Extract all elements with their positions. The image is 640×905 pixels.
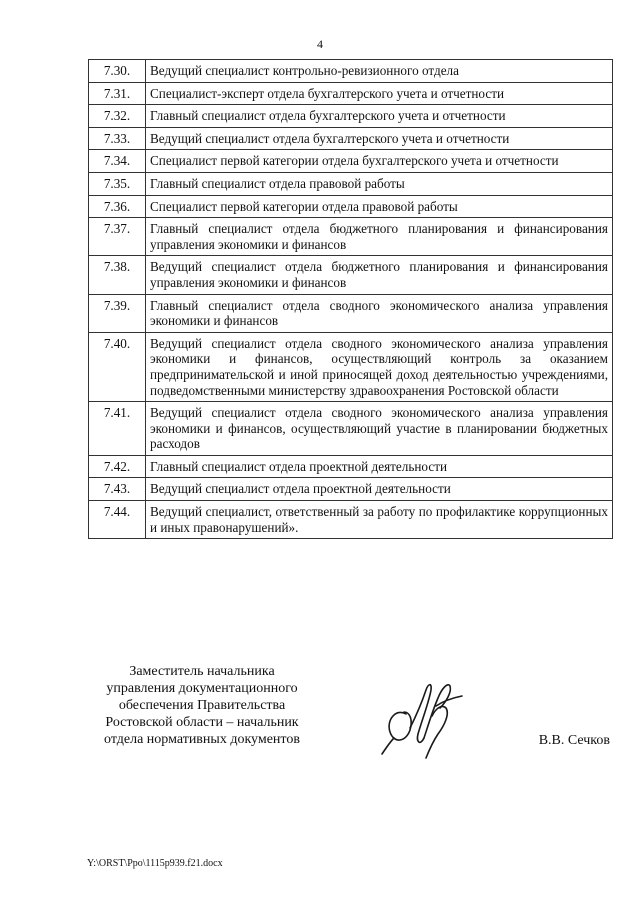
handwritten-signature [376,668,468,764]
row-number: 7.31. [89,82,146,105]
signatory-title-line: Ростовской области – начальник [105,715,299,730]
signer-name: В.В. Сечков [538,733,610,748]
row-number: 7.42. [89,455,146,478]
row-number: 7.33. [89,127,146,150]
row-text: Главный специалист отдела бухгалтерского учета и отчетности [146,105,613,128]
signatory-title-line: управления документационного [106,681,298,696]
table-row [89,402,613,456]
table-row [89,501,613,539]
row-text: Специалист первой категории отдела бухгалтерского учета и отчетности [146,150,613,173]
row-text: Главный специалист отдела проектной деятельности [146,455,613,478]
row-number: 7.37. [89,218,146,256]
table-row [89,478,613,501]
table-row [89,105,613,128]
table-row [89,455,613,478]
row-number: 7.39. [89,294,146,332]
row-text: Главный специалист отдела правовой работы [146,172,613,195]
row-number: 7.35. [89,172,146,195]
row-number: 7.36. [89,195,146,218]
signatory-title-line: Заместитель начальника [129,664,275,679]
table-row [89,60,613,83]
signatory-title-line: отдела нормативных документов [104,732,300,747]
row-text: Специалист-эксперт отдела бухгалтерского учета и отчетности [146,82,613,105]
row-text: Ведущий специалист контрольно-ревизионного отдела [146,60,613,83]
row-number: 7.41. [89,402,146,456]
row-number: 7.34. [89,150,146,173]
signatory-title-line: обеспечения Правительства [118,698,286,713]
row-number: 7.32. [89,105,146,128]
row-number: 7.43. [89,478,146,501]
row-text: Ведущий специалист, ответственный за работу по профилактике коррупционных и иных правонарушений». [146,501,613,539]
row-text: Ведущий специалист отдела проектной деятельности [146,478,613,501]
row-text: Ведущий специалист отдела сводного экономического анализа управления экономики и финансов, осуществляющий участие в планировании бюджетных расходов [146,402,613,456]
table-row [89,127,613,150]
row-text: Главный специалист отдела сводного экономического анализа управления экономики и финансов [146,294,613,332]
positions-table [88,59,613,539]
row-number: 7.40. [89,332,146,401]
table-row [89,150,613,173]
row-number: 7.38. [89,256,146,294]
table-row [89,294,613,332]
table-row [89,332,613,401]
row-text: Специалист первой категории отдела правовой работы [146,195,613,218]
row-text: Ведущий специалист отдела бухгалтерского учета и отчетности [146,127,613,150]
table-row [89,172,613,195]
row-text: Ведущий специалист отдела бюджетного планирования и финансирования управления экономики и финансов [146,256,613,294]
row-number: 7.30. [89,60,146,83]
table-row [89,256,613,294]
row-text: Ведущий специалист отдела сводного экономического анализа управления экономики и финансов, осуществляющий контроль за оказанием предпринимательской и иной приносящей доход деятельностью учреждениями, подведомственными министерству здравоохранения Ростовской области [146,332,613,401]
table-row [89,218,613,256]
file-path-footer: Y:\ORST\Ppo\1115p939.f21.docx [87,858,223,869]
page-number: 4 [317,37,323,51]
signatory-title [84,663,320,748]
row-text: Главный специалист отдела бюджетного планирования и финансирования управления экономики и финансов [146,218,613,256]
table-row [89,195,613,218]
table-row [89,82,613,105]
row-number: 7.44. [89,501,146,539]
